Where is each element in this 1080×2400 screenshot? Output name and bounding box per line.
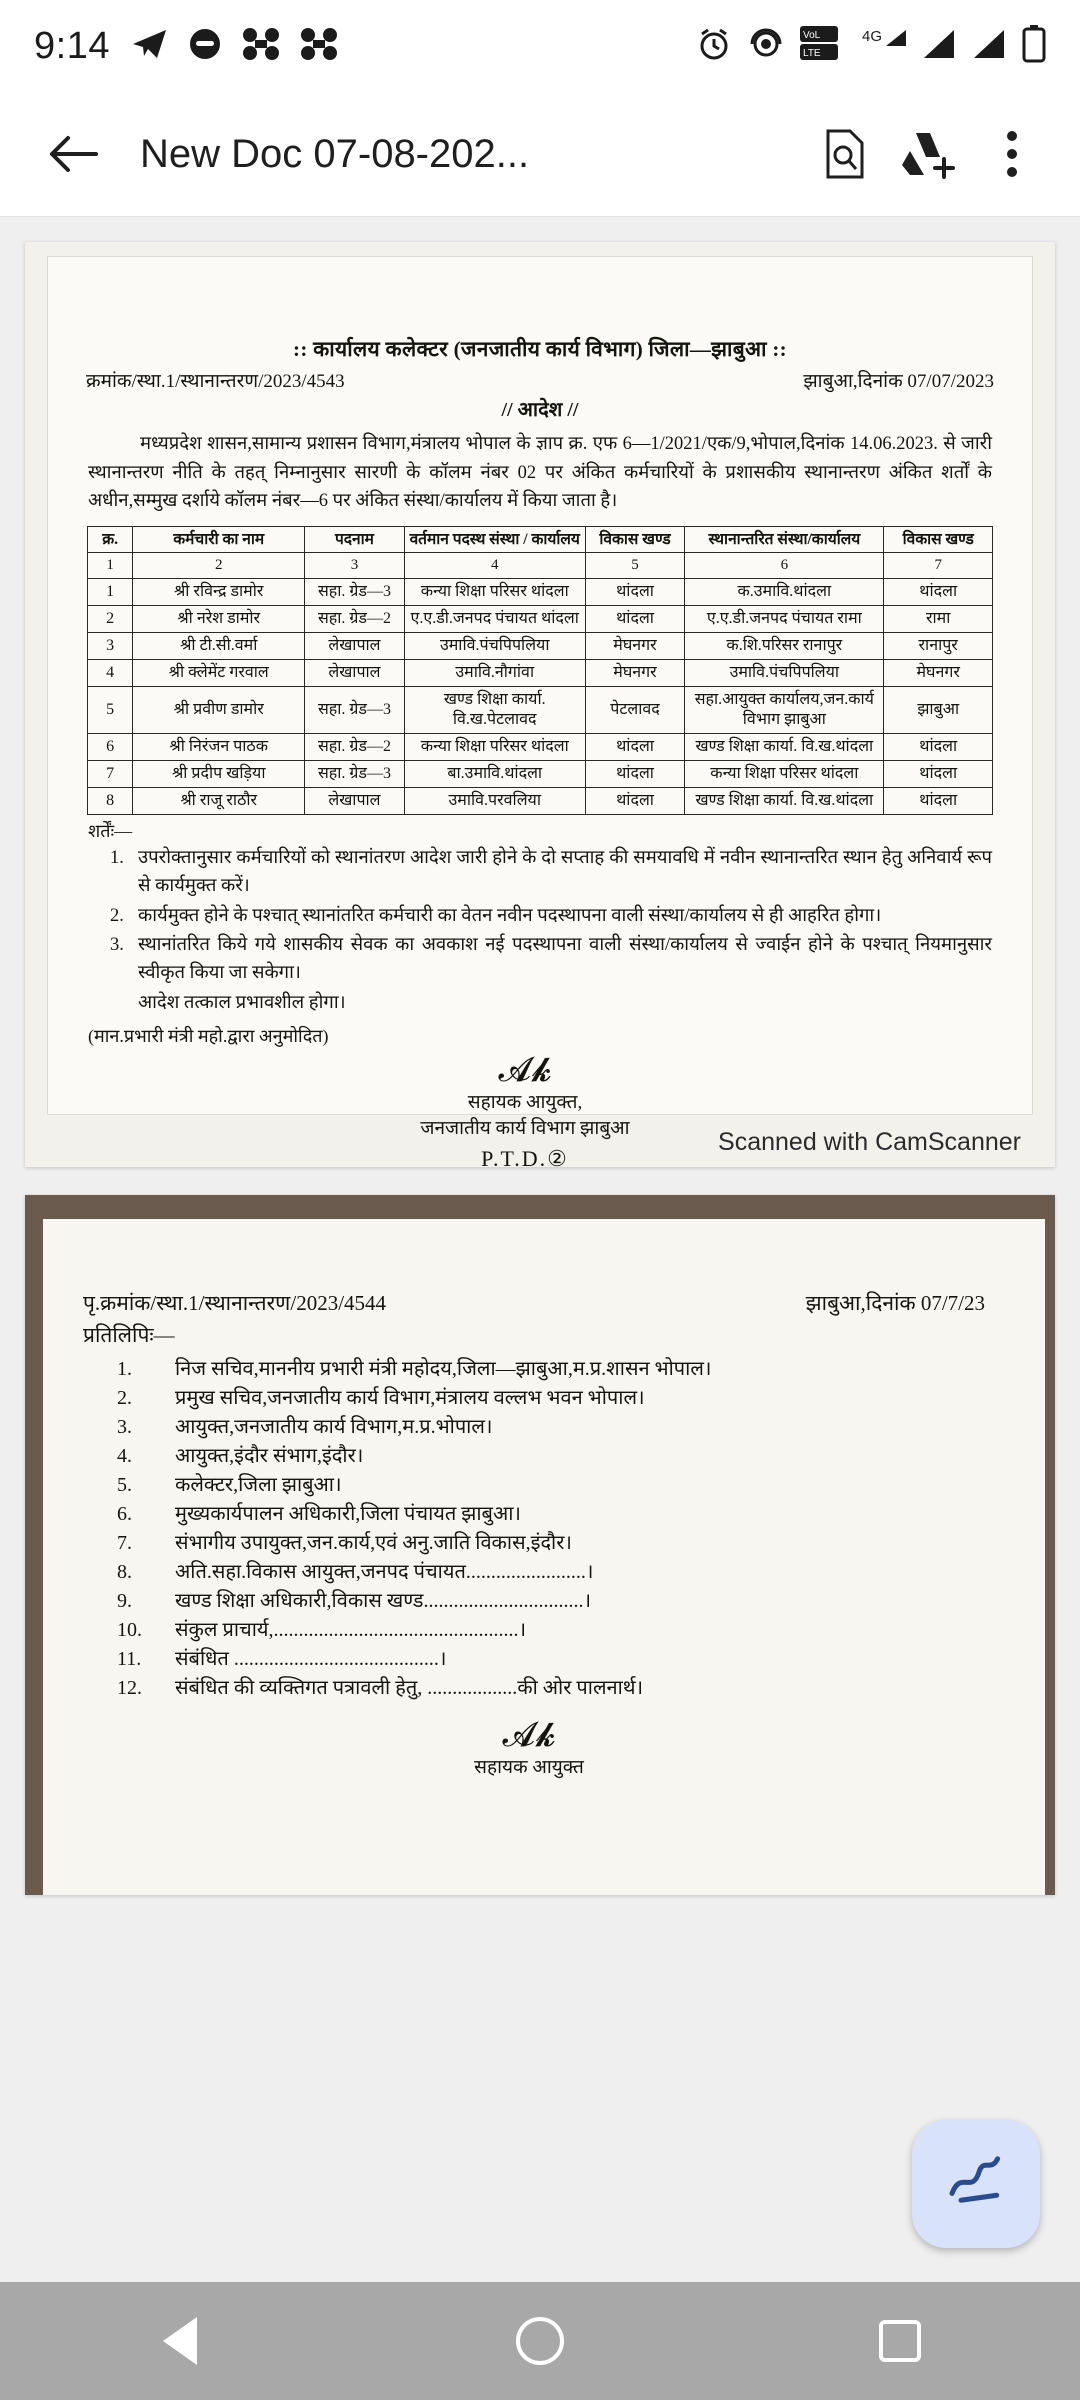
condition-text: स्थानांतरित किये गये शासकीय सेवक का अवकाश नई पदस्थापना वाली संस्था/कार्यालय से ज्वाईन होने के पश्चात् नियमानुसार स्वीकृत किया जा सकेगा। — [138, 935, 992, 984]
item-text: कलेक्टर,जिला झाबुआ। — [175, 1474, 342, 1496]
effective-note-spacer — [88, 990, 138, 1018]
camscanner-footer: Scanned with CamScanner — [718, 1128, 1021, 1156]
document-header: :: कार्यालय कलेक्टर (जनजातीय कार्य विभाग) जिला—झाबुआ :: — [293, 337, 787, 361]
svg-text:4G: 4G — [862, 27, 883, 45]
cell-serial: 4 — [88, 660, 133, 687]
body-text: मध्यप्रदेश शासन,सामान्य प्रशासन विभाग,मंत्रालय भोपाल के ज्ञाप क्र. एफ 6—1/2021/एक/9,भोपाल,दिनांक 14.06.2023. से जारी स्थानान्तरण नीति के तहत् निम्नानुसार सारणी के कॉलम नंबर 02 पर अंकित कर्मचारियों के प्रशासकीय स्थानान्तरण अंकित शर्तों के अधीन,सम्मुख दर्शाये कॉलम नंबर—6 पर अंकित संस्था/कार्यालय में किया जाता है। — [88, 434, 992, 512]
svg-text:2: 2 — [831, 48, 837, 60]
col-num-6: 6 — [685, 553, 884, 579]
th-designation: पदनाम — [305, 527, 405, 553]
cell-new-office: क.शि.परिसर रानापुर — [685, 633, 884, 660]
page2-signature-designation: सहायक आयुक्त — [474, 1757, 584, 1778]
page2-signature-block — [43, 1719, 1045, 1779]
recents-nav-button[interactable] — [825, 2282, 975, 2400]
cell-serial: 7 — [88, 761, 133, 788]
page2-reference-date: झाबुआ,दिनांक 07/7/23 — [805, 1291, 985, 1315]
cell-current-office: उमावि.पंचपिपलिया — [404, 633, 585, 660]
item-text: आयुक्त,इंदौर संभाग,इंदौर। — [175, 1445, 364, 1467]
signature-department: जनजातीय कार्य विभाग झाबुआ — [420, 1117, 630, 1139]
item-text: प्रमुख सचिव,जनजातीय कार्य विभाग,मंत्रालय वल्लभ भवन भोपाल। — [175, 1387, 645, 1409]
cell-current-office: उमावि.परवलिया — [404, 788, 585, 815]
item-text: संभागीय उपायुक्त,जन.कार्य,एवं अनु.जाति विकास,इंदौर। — [175, 1532, 572, 1554]
cell-current-block: पेटलावद — [585, 687, 685, 734]
col-num-1: 1 — [88, 553, 133, 579]
status-bar — [0, 0, 1080, 92]
back-nav-button[interactable] — [105, 2282, 255, 2400]
item-number: 10. — [117, 1619, 142, 1641]
conditions-label: शर्तेंः— — [88, 821, 133, 842]
item-text: निज सचिव,माननीय प्रभारी मंत्री महोदय,जिला—झाबुआ,म.प्र.शासन भोपाल। — [175, 1358, 712, 1380]
list-item — [83, 1500, 1005, 1529]
approved-by-note: (मान.प्रभारी मंत्री महो.द्वारा अनुमोदित) — [88, 1025, 329, 1046]
item-number: 4. — [117, 1445, 132, 1467]
effective-note: आदेश तत्काल प्रभावशील होगा। — [138, 992, 346, 1013]
table-row — [88, 788, 993, 815]
cell-new-block: थांदला — [884, 788, 993, 815]
item-text: अति.सहा.विकास आयुक्त,जनपद पंचायत........................। — [175, 1561, 594, 1583]
cell-new-office: ए.ए.डी.जनपद पंचायत रामा — [685, 606, 884, 633]
col-num-5: 5 — [585, 553, 685, 579]
cell-new-block: थांदला — [884, 761, 993, 788]
list-item — [83, 1442, 1005, 1471]
condition-number: 3. — [110, 935, 124, 956]
cell-designation: लेखापाल — [305, 660, 405, 687]
item-text: संबंधित .........................................। — [175, 1648, 447, 1670]
item-number: 9. — [117, 1590, 132, 1612]
annotate-fab-button[interactable] — [912, 2120, 1040, 2248]
cell-new-block: थांदला — [884, 579, 993, 606]
cell-name: श्री नरेश डामोर — [133, 606, 305, 633]
cell-current-block: मेघनगर — [585, 633, 685, 660]
cell-current-block: मेघनगर — [585, 660, 685, 687]
cell-name: श्री राजू राठौर — [133, 788, 305, 815]
status-system-icons — [696, 24, 1046, 69]
alarm-icon — [696, 26, 732, 67]
list-item — [83, 1674, 1005, 1703]
list-item — [83, 1413, 1005, 1442]
volte-dual-sim-icon — [800, 24, 846, 69]
conditions-list — [48, 845, 1032, 1018]
cell-serial: 6 — [88, 734, 133, 761]
cell-name: श्री प्रवीण डामोर — [133, 687, 305, 734]
reference-number: क्रमांक/स्था.1/स्थानान्तरण/2023/4543 — [86, 371, 345, 392]
cell-current-office: खण्ड शिक्षा कार्या. वि.ख.पेटलावद — [404, 687, 585, 734]
item-text: आयुक्त,जनजातीय कार्य विभाग,म.प्र.भोपाल। — [175, 1416, 493, 1438]
table-row — [88, 606, 993, 633]
cell-new-office: क.उमावि.थांदला — [685, 579, 884, 606]
cell-serial: 1 — [88, 579, 133, 606]
network-4g-icon — [862, 26, 906, 67]
item-number: 12. — [117, 1677, 142, 1699]
scan-page-content-2 — [43, 1219, 1045, 1895]
list-item — [83, 1616, 1005, 1645]
copy-to-label: प्रतिलिपिः— — [83, 1323, 175, 1347]
cell-current-office: कन्या शिक्षा परिसर थांदला — [404, 579, 585, 606]
cell-name: श्री क्लेमेंट गरवाल — [133, 660, 305, 687]
system-navigation-bar — [0, 2282, 1080, 2400]
add-to-drive-icon[interactable] — [886, 112, 970, 196]
col-num-2: 2 — [133, 553, 305, 579]
status-clock: 9:14 — [34, 24, 110, 67]
message-icon — [188, 27, 222, 66]
cell-new-block: मेघनगर — [884, 660, 993, 687]
condition-text: कार्यमुक्त होने के पश्चात् स्थानांतरित कर्मचारी का वेतन नवीन पदस्थापना वाली संस्था/कार्यालय से ही आहरित होगा। — [138, 905, 882, 926]
cell-current-block: थांदला — [585, 788, 685, 815]
document-body-paragraph — [48, 422, 1032, 516]
item-text: संबंधित की व्यक्तिगत पत्रावली हेतु, ..................की ओर पालनार्थ। — [175, 1677, 644, 1699]
cell-designation: सहा. ग्रेड—2 — [305, 606, 405, 633]
list-item — [88, 903, 992, 931]
document-page-1[interactable] — [25, 242, 1055, 1171]
cell-current-block: थांदला — [585, 761, 685, 788]
item-number: 7. — [117, 1532, 132, 1554]
status-notification-icons — [132, 27, 338, 66]
cell-serial: 2 — [88, 606, 133, 633]
list-item — [83, 1355, 1005, 1384]
document-viewer[interactable] — [0, 217, 1080, 2400]
document-reference-row — [48, 363, 1032, 393]
handwritten-signature-icon: 𝓐𝓴 — [498, 1051, 552, 1089]
telegram-icon — [132, 28, 168, 65]
condition-number: 2. — [110, 905, 124, 926]
cell-current-office: ए.ए.डी.जनपद पंचायत थांदला — [404, 606, 585, 633]
item-number: 5. — [117, 1474, 132, 1496]
cell-name: श्री टी.सी.वर्मा — [133, 633, 305, 660]
item-number: 11. — [117, 1648, 142, 1670]
cell-new-office: खण्ड शिक्षा कार्या. वि.ख.थांदला — [685, 734, 884, 761]
list-item — [83, 1645, 1005, 1674]
annotate-signature-icon — [941, 2146, 1012, 2223]
item-number: 3. — [117, 1416, 132, 1438]
ptd-note: P.T.D.② — [481, 1145, 569, 1171]
order-title: // आदेश // — [501, 399, 579, 421]
cell-designation: सहा. ग्रेड—3 — [305, 579, 405, 606]
item-number: 2. — [117, 1387, 132, 1409]
reference-date: झाबुआ,दिनांक 07/07/2023 — [803, 371, 994, 392]
table-row — [88, 761, 993, 788]
scan-background — [25, 242, 1055, 1171]
cell-current-block: थांदला — [585, 579, 685, 606]
cell-new-block: थांदला — [884, 734, 993, 761]
list-item — [83, 1587, 1005, 1616]
condition-number: 1. — [110, 848, 124, 869]
table-row — [88, 633, 993, 660]
signal-bar-icon-2 — [972, 28, 1006, 65]
copy-to-list — [43, 1349, 1045, 1703]
cell-new-office: उमावि.पंचपिपलिया — [685, 660, 884, 687]
effective-note-row — [88, 990, 992, 1018]
cell-current-office: बा.उमावि.थांदला — [404, 761, 585, 788]
cell-designation: लेखापाल — [305, 788, 405, 815]
list-item — [83, 1558, 1005, 1587]
th-transferred-block: विकास खण्ड — [884, 527, 993, 553]
cell-current-block: थांदला — [585, 734, 685, 761]
recents-square-icon — [879, 2320, 921, 2362]
table-row — [88, 734, 993, 761]
table-row — [88, 579, 993, 606]
svg-text:VoL: VoL — [803, 29, 821, 41]
cell-current-block: थांदला — [585, 606, 685, 633]
item-text: खण्ड शिक्षा अधिकारी,विकास खण्ड................................। — [175, 1590, 592, 1612]
back-triangle-icon — [163, 2317, 197, 2365]
th-serial: क्र. — [88, 527, 133, 553]
list-item — [83, 1471, 1005, 1500]
list-item — [88, 932, 992, 988]
search-document-icon[interactable] — [802, 112, 886, 196]
cell-new-office: खण्ड शिक्षा कार्या. वि.ख.थांदला — [685, 788, 884, 815]
cell-new-block: रानापुर — [884, 633, 993, 660]
signature-designation: सहायक आयुक्त, — [467, 1091, 583, 1113]
th-current-office: वर्तमान पदस्थ संस्था / कार्यालय — [404, 527, 585, 553]
home-nav-button[interactable] — [465, 2282, 615, 2400]
item-text: संकुल प्राचार्य,.................................................। — [175, 1619, 527, 1641]
cell-new-office: सहा.आयुक्त कार्यालय,जन.कार्य विभाग झाबुआ — [685, 687, 884, 734]
overflow-menu-icon[interactable] — [970, 112, 1054, 196]
table-header-row — [88, 527, 993, 553]
cell-designation: लेखापाल — [305, 633, 405, 660]
table-row — [88, 660, 993, 687]
cell-name: श्री प्रदीप खड़िया — [133, 761, 305, 788]
table-column-number-row — [88, 553, 993, 579]
item-number: 1. — [117, 1358, 132, 1380]
home-circle-icon — [516, 2317, 564, 2365]
battery-icon — [1022, 25, 1046, 68]
page2-reference-number: पृ.क्रमांक/स्था.1/स्थानान्तरण/2023/4544 — [83, 1291, 387, 1315]
cell-serial: 8 — [88, 788, 133, 815]
back-button[interactable] — [30, 112, 114, 196]
cell-current-office: कन्या शिक्षा परिसर थांदला — [404, 734, 585, 761]
th-current-block: विकास खण्ड — [585, 527, 685, 553]
th-transferred-office: स्थानान्तरित संस्था/कार्यालय — [685, 527, 884, 553]
cell-name: श्री निरंजन पाठक — [133, 734, 305, 761]
cell-new-office: कन्या शिक्षा परिसर थांदला — [685, 761, 884, 788]
svg-text:1: 1 — [831, 28, 837, 40]
list-item — [83, 1384, 1005, 1413]
cell-designation: सहा. ग्रेड—3 — [305, 687, 405, 734]
signal-bar-icon-1 — [922, 28, 956, 65]
cell-current-office: उमावि.नौगांवा — [404, 660, 585, 687]
col-num-3: 3 — [305, 553, 405, 579]
cell-new-block: झाबुआ — [884, 687, 993, 734]
handwritten-signature-icon: 𝓐𝓴 — [502, 1717, 556, 1754]
col-num-7: 7 — [884, 553, 993, 579]
cell-serial: 3 — [88, 633, 133, 660]
list-item — [83, 1529, 1005, 1558]
scan-background-2 — [25, 1195, 1055, 1895]
item-number: 6. — [117, 1503, 132, 1525]
col-num-4: 4 — [404, 553, 585, 579]
document-page-2[interactable] — [25, 1195, 1055, 1895]
cell-designation: सहा. ग्रेड—2 — [305, 734, 405, 761]
th-employee-name: कर्मचारी का नाम — [133, 527, 305, 553]
app-bar — [0, 92, 1080, 217]
item-number: 8. — [117, 1561, 132, 1583]
location-icon — [748, 26, 784, 67]
apps-icon — [242, 27, 280, 66]
apps-icon-2 — [300, 27, 338, 66]
transfer-table — [87, 526, 993, 815]
page2-reference-row — [43, 1289, 1045, 1317]
page-title: New Doc 07-08-202... — [140, 131, 530, 176]
table-row — [88, 687, 993, 734]
condition-text: उपरोक्तानुसार कर्मचारियों को स्थानांतरण आदेश जारी होने के दो सप्ताह की समयावधि में नवीन स्थानान्तरित स्थान हेतु अनिवार्य रूप से कार्यमुक्त करें। — [138, 848, 992, 896]
cell-new-block: रामा — [884, 606, 993, 633]
cell-designation: सहा. ग्रेड—3 — [305, 761, 405, 788]
svg-text:LTE: LTE — [803, 47, 821, 59]
cell-serial: 5 — [88, 687, 133, 734]
cell-name: श्री रविन्द्र डामोर — [133, 579, 305, 606]
list-item — [88, 845, 992, 901]
item-text: मुख्यकार्यपालन अधिकारी,जिला पंचायत झाबुआ। — [175, 1503, 521, 1525]
